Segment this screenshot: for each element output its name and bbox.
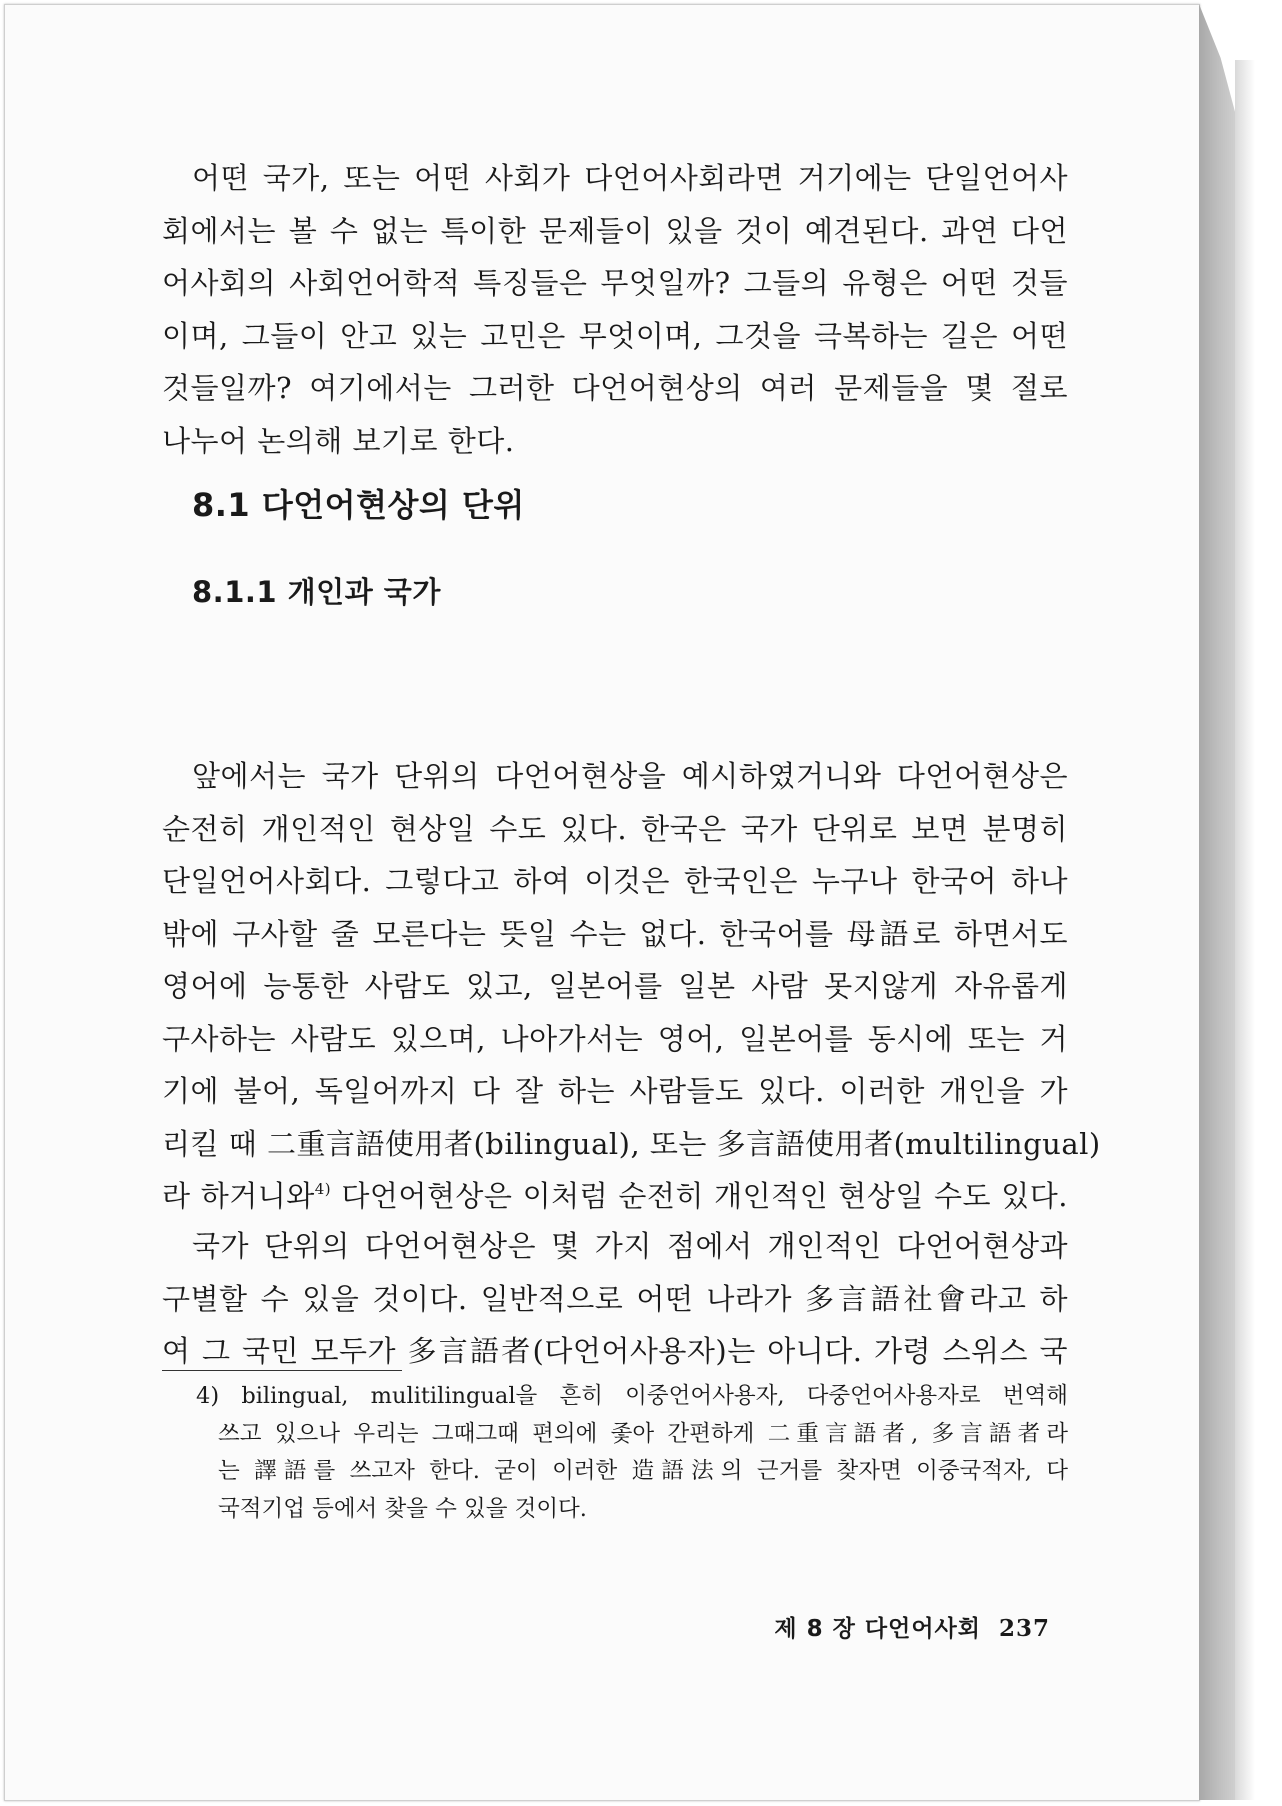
footnote-line: 는 譯語를 쓰고자 한다. 굳이 이러한 造語法의 근거를 찾자면 이중국적자, 다 xyxy=(218,1458,1068,1484)
body-line: 밖에 구사할 줄 모른다는 뜻일 수는 없다. 한국어를 母語로 하면서도 xyxy=(162,916,1068,951)
body-paragraph-1 xyxy=(162,750,1101,1223)
chapter-title: 제 8 장 다언어사회 xyxy=(774,1616,981,1642)
intro-line: 나누어 논의해 보기로 한다. xyxy=(162,423,515,458)
body-line: 리킬 때 二重言語使用者(bilingual), 또는 多言語使用者(multilingual) xyxy=(162,1126,1101,1161)
intro-line: 어떤 국가, 또는 어떤 사회가 다언어사회라면 거기에는 단일언어사 xyxy=(192,161,1068,195)
section-heading: 8.1 다언어현상의 단위 xyxy=(192,486,525,524)
footnote-line: 쓰고 있으나 우리는 그때그때 편의에 좇아 간편하게 二重言語者, 多言語者라 xyxy=(218,1420,1068,1447)
intro-paragraph xyxy=(162,152,1068,467)
page-number: 237 xyxy=(998,1615,1050,1642)
footnote-line: 국적기업 등에서 찾을 수 있을 것이다. xyxy=(218,1495,587,1522)
intro-line: 것들일까? 여기에서는 그러한 다언어현상의 여러 문제들을 몇 절로 xyxy=(162,371,1068,405)
footnote-reference[interactable]: 4) xyxy=(314,1180,332,1198)
intro-line: 어사회의 사회언어학적 특징들은 무엇일까? 그들의 유형은 어떤 것들 xyxy=(162,266,1068,300)
body-line: 국가 단위의 다언어현상은 몇 가지 점에서 개인적인 다언어현상과 xyxy=(192,1229,1068,1263)
body-line: 여 그 국민 모두가 多言語者(다언어사용자)는 아니다. 가령 스위스 국 xyxy=(162,1334,1068,1368)
footnote-divider xyxy=(162,1370,402,1371)
running-footer xyxy=(774,1610,1050,1643)
body-paragraph-2 xyxy=(162,1220,1068,1378)
footnote xyxy=(196,1378,1068,1528)
body-line: 단일언어사회다. 그렇다고 하여 이것은 한국인은 누구나 한국어 하나 xyxy=(162,864,1068,898)
body-line: 기에 불어, 독일어까지 다 잘 하는 사람들도 있다. 이러한 개인을 가 xyxy=(162,1074,1068,1108)
intro-line: 회에서는 볼 수 없는 특이한 문제들이 있을 것이 예견된다. 과연 다언 xyxy=(162,213,1068,248)
body-line: 구별할 수 있을 것이다. 일반적으로 어떤 나라가 多言語社會라고 하 xyxy=(162,1281,1068,1316)
page-edge xyxy=(1199,4,1235,1800)
body-text: 라 하거니와 xyxy=(162,1179,315,1213)
body-text: 다언어현상은 이처럼 순전히 개인적인 현상일 수도 있다. xyxy=(331,1179,1068,1213)
subsection-heading: 8.1.1 개인과 국가 xyxy=(192,575,441,609)
body-line: 영어에 능통한 사람도 있고, 일본어를 일본 사람 못지않게 자유롭게 xyxy=(162,969,1068,1003)
body-line: 구사하는 사람도 있으며, 나아가서는 영어, 일본어를 동시에 또는 거 xyxy=(162,1021,1068,1056)
body-line: 앞에서는 국가 단위의 다언어현상을 예시하였거니와 다언어현상은 xyxy=(192,759,1068,793)
footnote-line: 4) bilingual, mulitilingual을 흔히 이중언어사용자, 다중언어사용자로 번역해 xyxy=(196,1383,1068,1409)
intro-line: 이며, 그들이 안고 있는 고민은 무엇이며, 그것을 극복하는 길은 어떤 xyxy=(162,318,1068,353)
body-line-with-footnote xyxy=(162,1170,1068,1223)
page-edge-shadow xyxy=(1235,60,1255,1800)
body-line: 순전히 개인적인 현상일 수도 있다. 한국은 국가 단위로 보면 분명히 xyxy=(162,811,1068,846)
